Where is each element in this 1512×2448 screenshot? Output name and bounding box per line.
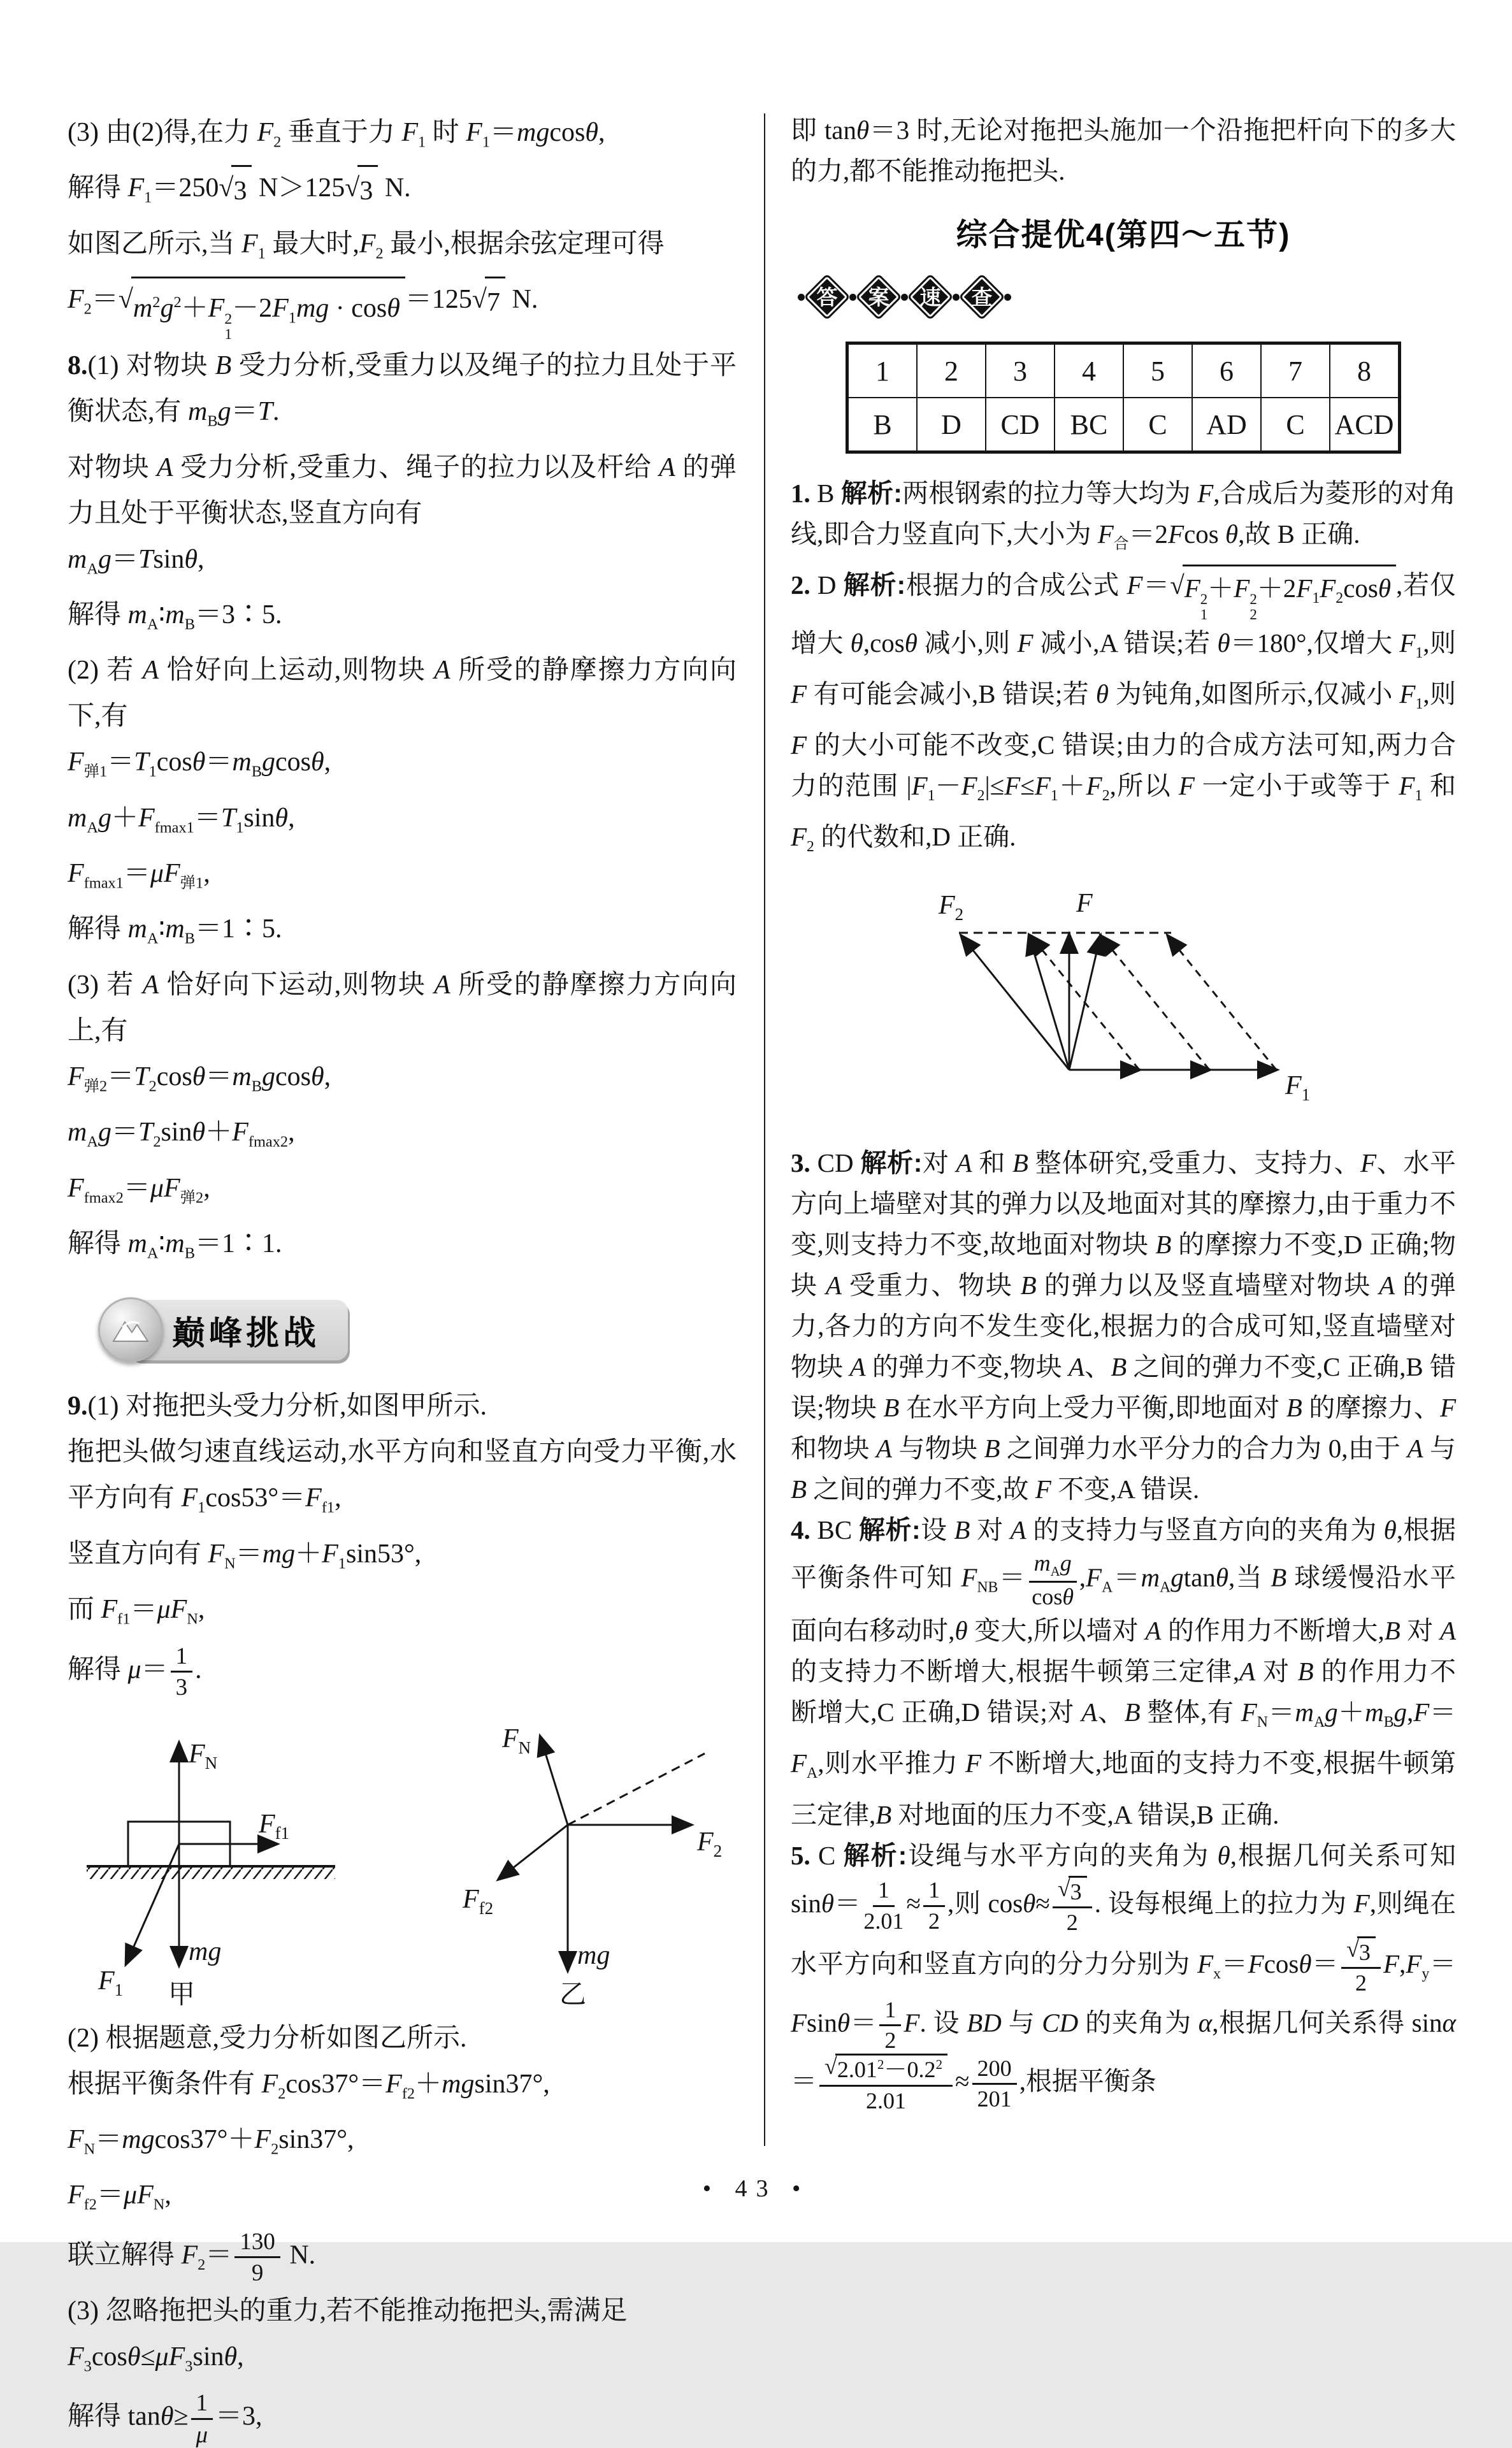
explanations-1-2 [791,473,1456,867]
answer-cell: ACD [1330,398,1400,452]
force-diagrams-figure [68,1717,737,2010]
separator-dot [849,294,856,301]
answer-cell: BC [1055,398,1123,452]
parallelogram-dashed-side-1 [1031,936,1139,1070]
text-paragraph: 即 tanθ＝3 时,无论对拖把头施加一个沿拖把杆向下的多大的力,都不能推动拖把头. [791,115,1456,185]
figure-caption-yi: 乙 [559,1980,587,2010]
text-paragraph: 对物块 A 受力分析,受重力、绳子的拉力以及杆给 A 的弹力且处于平衡状态,竖直方向有 [68,452,737,528]
formula-line: 解得 $m_A∶m_B=1∶1$. [68,1229,282,1262]
svg-text:F2: $F_2$ [939,891,964,925]
formula-line: 解得 $F_1=250$ √ 3 N＞125 √ 3 N. [68,165,737,220]
formula-line: $F_N=mgcos37^\circ+F_2\sin 37^\circ$, [68,2124,354,2158]
normal-force-arrow [540,1737,568,1825]
parallelogram-dashed-side-3 [1168,936,1276,1070]
separator-dot [798,294,805,301]
solution-problem-8 [68,110,737,1276]
page-number: • 43 • [702,2175,810,2202]
friction-force-arrow [499,1825,568,1879]
answer-cell: 7 [1261,343,1330,398]
svg-text:mg: mg [577,1940,610,1970]
answer-cell: 1 [847,343,918,398]
text-paragraph: (2) 若 A 恰好向上运动,则物块 A 所受的静摩擦力方向向下,有 [68,656,737,731]
svg-text:Ff2: $F_{f2}$ [463,1884,494,1918]
formula-line: $F_{f2}=\mu F_N$, [68,2180,171,2214]
svg-text:FN: $F_N$ [189,1739,218,1773]
section-title: 综合提优4(第四～五节) [956,218,1291,252]
text-paragraph: 8.(1) 对物块 B 受力分析,受重力以及绳子的拉力且处于平衡状态,有 $m_Bg=T$. [68,351,737,430]
separator-dot [1004,294,1011,301]
force-parallelogram-diagram [919,879,1327,1134]
formula-line: $F_{fmax1}=\mu F_{弹1}$, [68,859,210,892]
formula-line: $m_Ag=Tsin\theta$, [68,544,205,577]
applied-force-arrow [126,1844,179,1964]
answer-cell: D [917,398,986,452]
text-paragraph: 5. C 解析:设绳与水平方向的夹角为 θ,根据几何关系可知 sinθ＝ $\frac{1}{2.01}$ ≈ $\frac{1}{2}$ ,则 cosθ≈ √ 3 2 . 设每根绳上的拉力为 F,则绳在水平方向和竖直方向的分力分别为 $F_x=Fcos\theta=$ √ 3 2 $F,F_y=Fsin\theta=$ $\frac{1}{2}$ F. 设 BD 与 CD 的夹角为 α,根据几何关系得 sinα＝ √ $2.01^2-0.2^2$ 2.01 ≈ $\frac{200}{201}$ ,根据平衡条 [791,1840,1457,2113]
formula-line: $F_2=$ √ $m^2g^2+F$ 2 1 $-2F_1mg \cdot \cos\theta$ ＝125 √ 7 N. [68,277,737,343]
formula-line: 解得 $m_A∶m_B=3∶5$. [68,600,282,633]
answer-cell: 2 [917,343,986,398]
svg-text:Ff1: $F_{f1}$ [259,1809,290,1843]
text-paragraph: 2. D 解析:根据力的合成公式 F＝ √ F 2 1 ＋F 2 2 $+2F_1F_2\cos\theta$ ,若仅增大 θ,cosθ 减小,则 F 减小,A 错误;若 θ＝180°,仅增大 $F_1$,则 F 有可能会减小,B 错误;若 θ 为钝角,如图所示,仅减小 $F_1$,则 F 的大小可能不改变,C 错误;由力的合成方法可知,两力合力的范围 $|F_1-F_2|\le F\le F_1+F_2$,所以 F 一定小于或等于 $F_1$ 和 $F_2$ 的代数和,D 正确. [791,565,1456,867]
diamond-char-badge: 查 [958,273,1005,320]
free-body-diagram-jia [68,1717,367,2010]
mountain-icon [98,1297,163,1362]
formula-line: $m_Ag=T_2\sin\theta+F_{fmax2}$, [68,1118,295,1151]
text-paragraph: 3. CD 解析:对 A 和 B 整体研究,受重力、支持力、F、水平方向上墙壁对其的弹力以及地面对其的摩擦力,由于重力不变,则支持力不变,故地面对物块 B 的摩擦力不变,D 正确;物块 A 受重力、物块 B 的弹力以及竖直墙壁对物块 A 的弹力,各力的方向不发生变化,根据力的合成可知,竖直墙壁对物块 A 的弹力不变,物块 A、B 之间的弹力不变,C 正确,B 错误;物块 B 在水平方向上受力平衡,即地面对 B 的摩擦力、F 和物块 A 与物块 B 之间弹力水平分力的合力为 0,由于 A 与 B 之间的弹力不变,故 F 不变,A 错误. [791,1148,1457,1504]
text-paragraph: 如图乙所示,当 $F_1$ 最大时$,F_2$ 最小,根据余弦定理可得 [68,229,665,263]
text-paragraph: (3) 由(2)得,在力 $F_2$ 垂直于力 $F_1$ 时 $F_1=mgcos\theta$, [68,118,605,151]
text-paragraph: (3) 若 A 恰好向下运动,则物块 A 所受的静摩擦力方向向上,有 [68,970,737,1046]
formula-line: $F_{弹1}=T_1\cos\theta=m_Bgcos\theta$, [68,747,331,781]
text-paragraph: 9.(1) 对拖把头受力分析,如图甲所示. [68,1392,487,1422]
solution-problem-9-end [791,110,1456,191]
parallelogram-dashed-side-2 [1101,936,1209,1070]
svg-text:F: F [1076,889,1093,919]
answer-quick-check-badge [792,274,1456,320]
solution-problem-9-part1 [68,1383,737,1701]
formula-line: $F_3\cos\theta\le\mu F_3\sin\theta$, [68,2342,244,2375]
f2-arrow [961,936,1069,1070]
formula-line: 而 $F_{f1}=\mu F_N$, [68,1595,205,1628]
answer-cell: 4 [1055,343,1123,398]
answer-table-answer-row [847,398,1400,452]
f2-variant-arrow [1029,936,1069,1070]
formula-line: $F_{弹2}=T_2\cos\theta=m_Bgcos\theta$, [68,1062,331,1095]
formula-line: $m_Ag+F_{fmax1}=T_1\sin\theta$, [68,803,295,837]
answer-cell: 5 [1123,343,1192,398]
separator-dot [953,294,960,301]
formula-line: 联立解得 $F_2=$ $\frac{130}{9}$ N. [68,2228,316,2286]
answer-cell: C [1261,398,1330,452]
explanations-3-5 [791,1142,1456,2114]
answer-cell: 3 [986,343,1055,398]
text-paragraph: 4. BC 解析:设 B 对 A 的支持力与竖直方向的夹角为 θ,根据平衡条件可知 $F_{NB}=$ $\frac{m_Ag}{\cos\theta}$ $,F_A=m_Agtan\theta$,当 B 球缓慢沿水平面向右移动时,θ 变大,所以墙对 A 的作用力不断增大,B 对 A 的支持力不断增大,根据牛顿第三定律,A 对 B 的作用力不断增大,C 正确,D 错误;对 A、B 整体,有 $F_N=m_Ag+m_Bg,F=F_A$,则水平推力 F 不断增大,地面的支持力不变,根据牛顿第三定律,B 对地面的压力不变,A 错误,B 正确. [791,1515,1457,1829]
text-paragraph: 根据平衡条件有 $F_2\cos 37^\circ=F_{f2}+mgsin37^\circ$, [68,2069,550,2102]
svg-text:F1: $F_1$ [98,1966,124,1999]
figure-caption-jia: 甲 [168,1980,196,2010]
peak-challenge-badge [98,1294,737,1365]
left-column [68,110,737,2448]
diamond-char-badge: 速 [907,273,954,320]
answer-table [846,342,1401,454]
text-paragraph: (3) 忽略拖把头的重力,若不能推动拖把头,需满足 [68,2296,628,2326]
answer-cell: 6 [1192,343,1261,398]
diamond-char-badge: 答 [803,273,851,320]
text-paragraph: 拖把头做匀速直线运动,水平方向和竖直方向受力平衡,水平方向有 $F_1\cos 53^\circ=F_{f1}$, [68,1437,737,1516]
svg-text:F2: $F_2$ [697,1827,723,1861]
text-paragraph: (2) 根据题意,受力分析如图乙所示. [68,2023,467,2053]
answer-cell: 8 [1330,343,1400,398]
formula-line: $F_{fmax2}=\mu F_{弹2}$, [68,1173,210,1207]
answer-table-number-row [847,343,1400,398]
incline-dashed-line [568,1753,705,1825]
answer-cell: B [847,398,918,452]
answer-cell: AD [1192,398,1261,452]
formula-line: 解得 μ＝ $\frac{1}{3}$ . [68,1642,202,1701]
text-paragraph: 1. B 解析:两根钢索的拉力等大均为 F,合成后为菱形的对角线,即合力竖直向下,大小为 $F_合=2Fcos$ θ,故 B 正确. [791,479,1456,553]
force-composition-figure [791,879,1456,1134]
free-body-diagram-yi [437,1717,737,2010]
formula-line: 解得 $m_A∶m_B=1∶5$. [68,914,282,947]
solution-problem-9-part2 [68,2015,737,2448]
column-divider [764,113,765,2146]
answer-cell: CD [986,398,1055,452]
text-paragraph: 竖直方向有 $F_N=mg+F_1\sin 53^\circ$, [68,1539,422,1573]
answer-cell: C [1123,398,1192,452]
formula-line: 解得 tanθ≥ $\frac{1}{\mu}$ ＝3, [68,2389,263,2447]
svg-text:FN: $F_N$ [502,1724,531,1757]
svg-text:F1: $F_1$ [1285,1071,1311,1105]
peak-challenge-label: 巅峰挑战 [129,1300,348,1360]
ground-hatching [87,1868,335,1879]
diamond-char-badge: 案 [855,273,902,320]
right-column [791,110,1456,2114]
separator-dot [901,294,908,301]
svg-text:mg: mg [189,1936,222,1966]
